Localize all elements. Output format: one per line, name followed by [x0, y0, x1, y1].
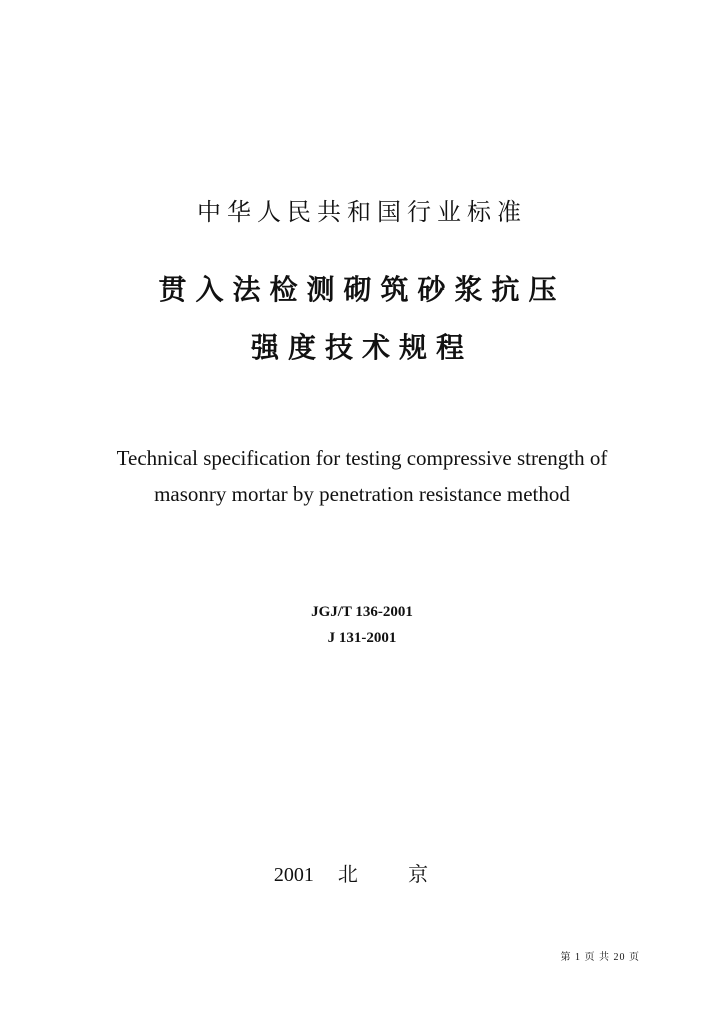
english-title-line-2: masonry mortar by penetration resistance method	[154, 482, 570, 506]
chinese-title-line-2: 强度技术规程	[250, 331, 473, 364]
chinese-title-line-1: 贯入法检测砌筑砂浆抗压	[158, 273, 566, 306]
publication-info	[0, 858, 724, 887]
standard-type-heading: 中华人民共和国行业标准	[197, 198, 527, 226]
publication-year: 2001	[273, 864, 314, 886]
standard-code-secondary: J 131-2001	[327, 630, 397, 646]
publication-place: 北 京	[337, 862, 451, 886]
standard-code-primary: JGJ/T 136-2001	[311, 604, 413, 620]
english-title-line-1: Technical specification for testing compressive strength of	[116, 446, 608, 470]
page-indicator: 第 1 页 共 20 页	[560, 952, 640, 963]
